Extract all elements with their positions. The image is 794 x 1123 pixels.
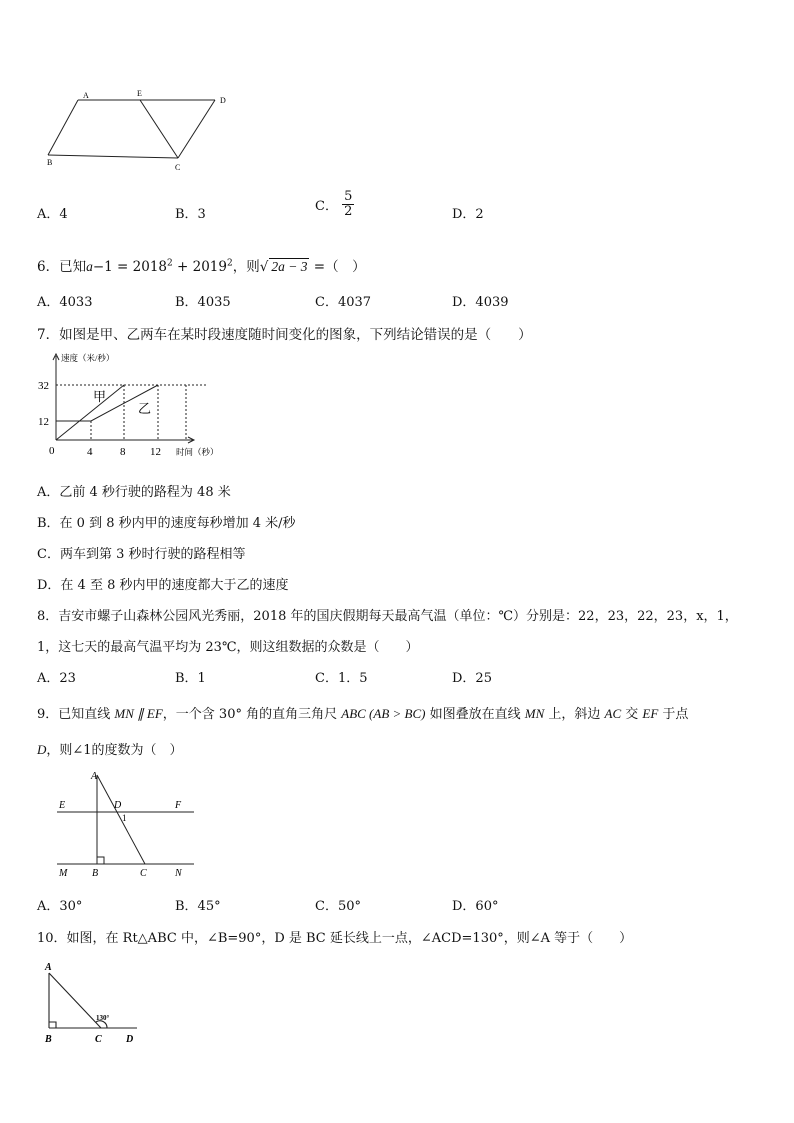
label-f: F	[175, 800, 182, 811]
q9-option-a[interactable]: A．30°	[37, 899, 83, 914]
label-a: A	[83, 91, 89, 100]
q6-plus: + 2019	[172, 259, 227, 275]
label-a: A	[45, 962, 52, 973]
label-angle-130: 130°	[96, 1014, 110, 1022]
q5-option-c-prefix: C．	[315, 199, 338, 214]
q9-math-ef: EF	[642, 706, 659, 721]
q6-exp1: 2	[167, 258, 173, 269]
q6-tail: =（ ）	[309, 259, 366, 275]
right-angle-mark	[97, 857, 104, 864]
label-a: A	[91, 771, 98, 782]
q6-option-a[interactable]: A．4033	[37, 295, 93, 310]
x-tick-4: 4	[87, 446, 93, 458]
q6-expr: −1 = 2018	[92, 259, 167, 275]
q6-then: ，则	[232, 259, 260, 275]
y-tick-32: 32	[38, 380, 49, 392]
right-angle-mark	[49, 1022, 56, 1028]
q6-option-b[interactable]: B．4035	[175, 295, 231, 310]
q8-stem-line2: 1，这七天的最高气温平均为 23℃，则这组数据的众数是（ ）	[37, 640, 419, 655]
q9-option-b[interactable]: B．45°	[175, 899, 221, 914]
label-c: C	[95, 1034, 102, 1045]
label-b: B	[92, 868, 99, 879]
q9-option-c[interactable]: C．50°	[315, 899, 361, 914]
triangle-ruler-figure	[52, 768, 202, 880]
q6-radicand: 2a − 3	[271, 259, 308, 274]
y-tick-12: 12	[38, 416, 49, 428]
q7-option-c[interactable]: C．两车到第 3 秒时行驶的路程相等	[37, 547, 246, 562]
q6-option-d[interactable]: D．4039	[452, 295, 509, 310]
q9-stem-line1	[37, 703, 688, 722]
q6-prefix: 6．已知	[37, 259, 87, 275]
series-jia-line	[56, 385, 124, 440]
sqrt-sign: √	[259, 259, 269, 275]
q8-option-a[interactable]: A．23	[37, 671, 76, 686]
q7-stem: 7．如图是甲、乙两车在某时段速度随时间变化的图象，下列结论错误的是（ ）	[37, 327, 532, 343]
q9-text-4: 上，斜边	[544, 707, 605, 722]
label-d: D	[114, 800, 122, 811]
q5-option-c[interactable]	[315, 190, 354, 219]
q5-option-d[interactable]: D．2	[452, 207, 484, 222]
q7-option-b[interactable]: B．在 0 到 8 秒内甲的速度每秒增加 4 米/秒	[37, 516, 296, 531]
label-c: C	[140, 868, 147, 879]
q9-text-6: 于点	[658, 707, 689, 722]
x-tick-0: 0	[49, 445, 55, 457]
q9-text-7: ，则∠1的度数为（ ）	[46, 743, 183, 758]
q6-option-c[interactable]: C．4037	[315, 295, 372, 310]
q9-text-1: 9．已知直线	[37, 707, 115, 722]
label-d: D	[220, 96, 226, 105]
segment-ab	[48, 100, 78, 155]
q8-stem-line1: 8．吉安市螺子山森林公园风光秀丽，2018 年的国庆假期每天最高气温（单位：℃）分别是：22，23，22，23，x，1，	[37, 609, 738, 624]
y-axis-label: 速度（米/秒）	[61, 353, 115, 363]
q6-stem	[37, 255, 366, 275]
label-b: B	[47, 158, 53, 167]
parallelogram-figure	[40, 88, 240, 178]
segment-ac	[97, 775, 145, 864]
q9-math-d: D	[37, 742, 47, 757]
q9-option-d[interactable]: D．60°	[452, 899, 499, 914]
x-tick-8: 8	[120, 446, 126, 458]
segment-cd	[178, 100, 215, 158]
segment-ac	[49, 973, 101, 1028]
q9-text-3: 如图叠放在直线	[425, 707, 525, 722]
series-label-yi: 乙	[138, 401, 152, 416]
fraction-numerator: 5	[344, 189, 353, 204]
q9-math-mn-ef: MN ∥ EF	[114, 706, 163, 721]
q5-option-a[interactable]: A．4	[37, 207, 68, 222]
q8-option-b[interactable]: B．1	[175, 671, 206, 686]
q7-option-a[interactable]: A．乙前 4 秒行驶的路程为 48 米	[37, 485, 231, 500]
label-n: N	[175, 868, 182, 879]
q10-stem: 10．如图，在 Rt△ABC 中，∠B=90°，D 是 BC 延长线上一点，∠ACD=130°，则∠A 等于（ ）	[37, 931, 633, 946]
label-d: D	[126, 1034, 134, 1045]
label-angle-1: 1	[122, 813, 127, 823]
label-m: M	[59, 868, 68, 879]
label-b: B	[45, 1034, 52, 1045]
q9-math-mn: MN	[524, 706, 545, 721]
q9-text-2: ，一个含 30° 角的直角三角尺	[162, 707, 342, 722]
q8-option-c[interactable]: C．1．5	[315, 671, 368, 686]
q9-math-abc: ABC (AB > BC)	[341, 706, 426, 721]
series-label-jia: 甲	[93, 389, 107, 404]
segment-ec	[140, 100, 178, 158]
q9-math-ac: AC	[604, 706, 622, 721]
x-tick-12: 12	[150, 446, 161, 458]
q6-var-a: a	[86, 259, 93, 274]
q7-option-d[interactable]: D．在 4 至 8 秒内甲的速度都大于乙的速度	[37, 578, 289, 593]
speed-time-chart	[36, 350, 246, 465]
fraction-denominator: 2	[344, 204, 353, 219]
q9-stem-line2	[37, 739, 183, 758]
label-e: E	[59, 800, 66, 811]
q9-text-5: 交	[621, 707, 643, 722]
label-e: E	[137, 89, 142, 98]
q8-option-d[interactable]: D．25	[452, 671, 492, 686]
q5-option-c-fraction	[342, 190, 354, 219]
q5-option-b[interactable]: B．3	[175, 207, 206, 222]
label-c: C	[175, 163, 181, 172]
segment-bc	[48, 155, 178, 158]
x-axis-label: 时间（秒）	[176, 447, 219, 457]
right-triangle-figure	[40, 958, 150, 1048]
q6-exp2: 2	[227, 258, 233, 269]
